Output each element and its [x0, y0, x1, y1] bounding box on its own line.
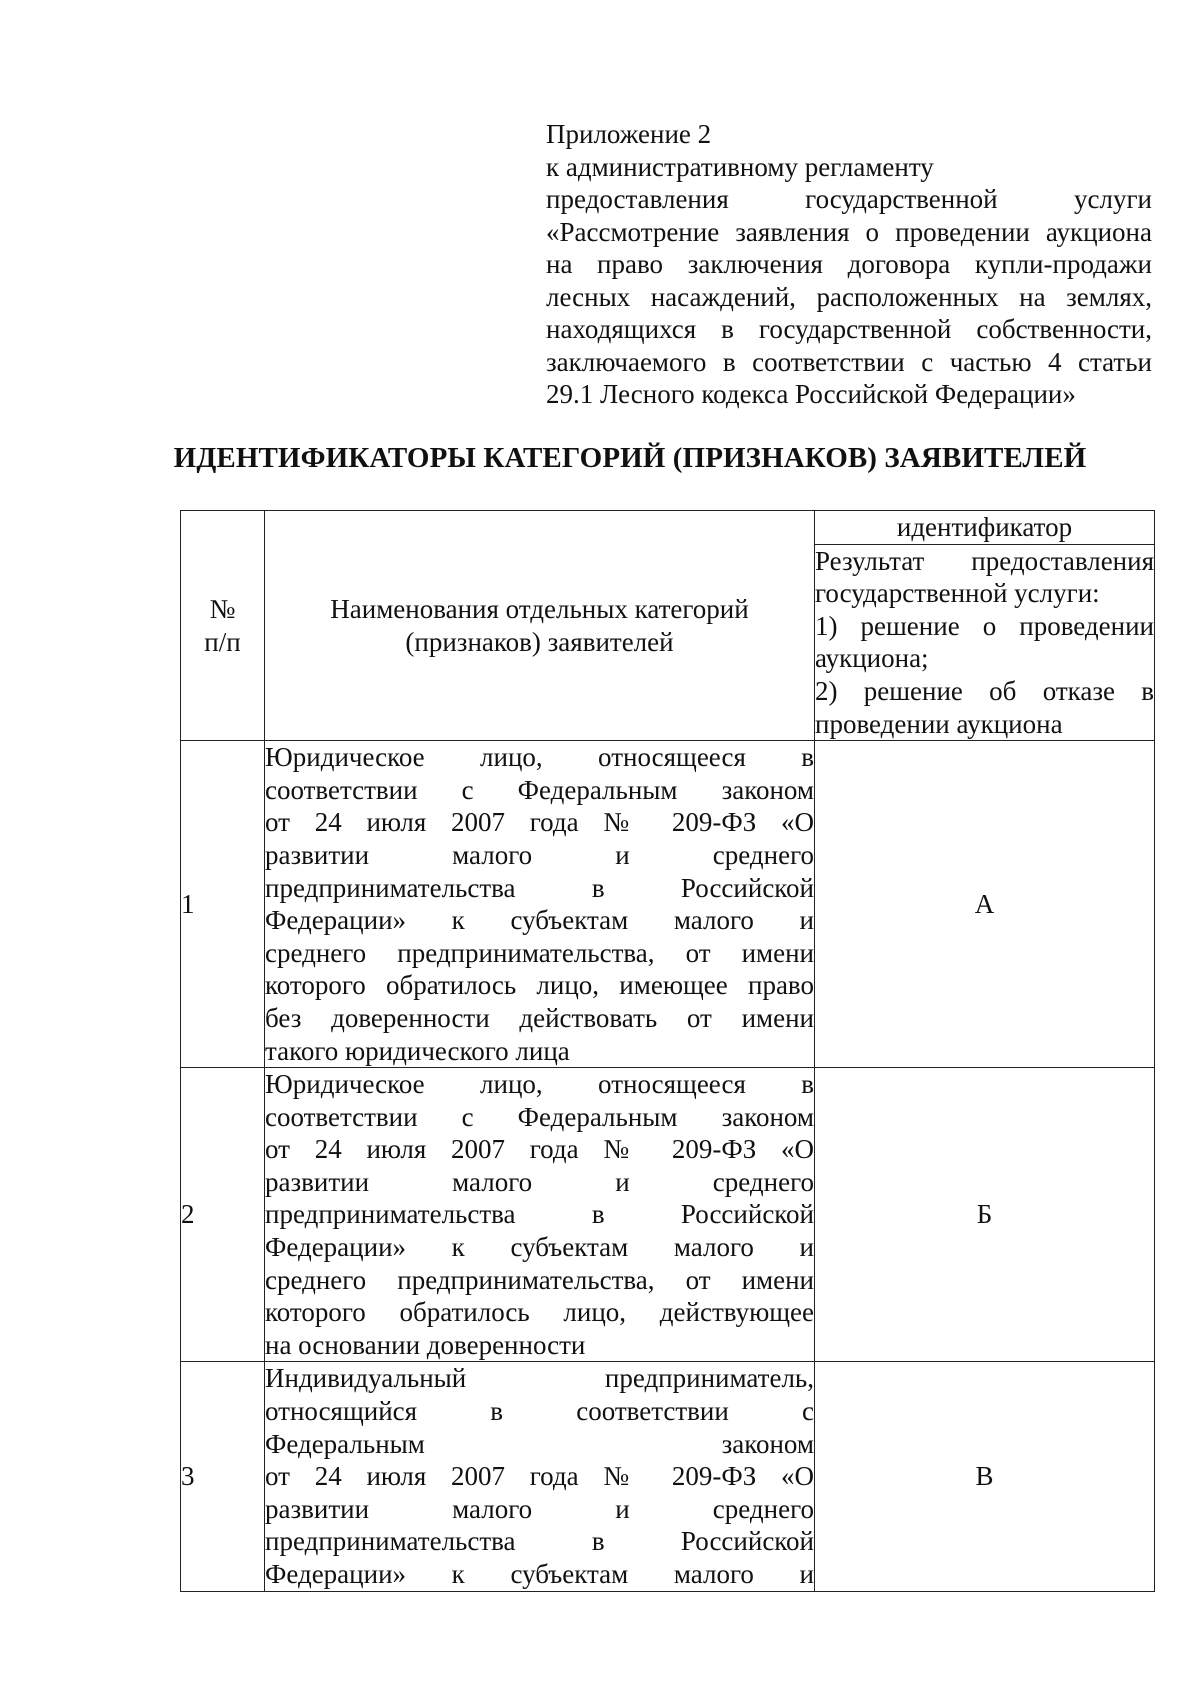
row-name-line: Юридическое лицо, относящееся в — [265, 1069, 814, 1100]
row-number: 3 — [181, 1362, 265, 1591]
row-name-line: предпринимательства в Российской — [265, 872, 814, 903]
row-name-line: от 24 июля 2007 года № 209-ФЗ «О — [265, 1134, 814, 1165]
appendix-line: 29.1 Лесного кодекса Российской Федерации» — [546, 379, 1076, 409]
row-name-line: Федерации» к субъектам малого и — [265, 1232, 814, 1263]
header-name-cell — [265, 511, 815, 741]
appendix-line: «Рассмотрение заявления о проведении аукциона — [546, 216, 1152, 247]
header-id-result-line: Результат предоставления — [815, 545, 1154, 576]
row-name-line: Индивидуальный предприниматель, — [265, 1363, 814, 1394]
row-name-line: соответствии с Федеральным законом — [265, 774, 814, 805]
row-name-line: от 24 июля 2007 года № 209-ФЗ «О — [265, 807, 814, 838]
appendix-header — [546, 118, 1152, 411]
appendix-line: предоставления государственной услуги — [546, 184, 1152, 214]
appendix-line: Приложение 2 — [546, 119, 712, 149]
row-name-line: среднего предпринимательства, от имени — [265, 1264, 814, 1295]
appendix-line: заключаемого в соответствии с частью 4 статьи — [546, 346, 1152, 377]
row-name-line: Юридическое лицо, относящееся в — [265, 742, 814, 773]
header-num-line2: п/п — [204, 626, 241, 657]
appendix-line: к административному регламенту — [546, 151, 934, 182]
row-category-name — [265, 1362, 815, 1591]
row-name-line: соответствии с Федеральным законом — [265, 1101, 814, 1132]
header-num-line1: № — [209, 593, 236, 624]
row-name-line: такого юридического лица — [265, 1035, 570, 1066]
row-name-line: относящийся в соответствии с — [265, 1396, 814, 1427]
row-identifier: А — [815, 741, 1155, 1068]
table-row — [181, 741, 1155, 1068]
row-category-name — [265, 741, 815, 1068]
row-name-line: Федерации» к субъектам малого и — [265, 1559, 814, 1589]
header-num-cell — [181, 511, 265, 741]
header-id-result-line: проведении аукциона — [815, 708, 1063, 739]
row-name-line: которого обратилось лицо, имеющее право — [265, 970, 814, 1001]
header-name-line2: (признаков) заявителей — [405, 626, 674, 657]
appendix-line: на право заключения договора купли-продажи — [546, 249, 1152, 279]
header-id-title: идентификатор — [815, 511, 1155, 545]
header-id-result-line: 2) решение об отказе в — [815, 675, 1154, 706]
row-name-line: предпринимательства в Российской — [265, 1199, 814, 1230]
header-id-result-line: 1) решение о проведении — [815, 610, 1154, 641]
row-name-line: развитии малого и среднего — [265, 1493, 814, 1524]
row-number: 1 — [181, 741, 265, 1068]
row-name-line: от 24 июля 2007 года № 209-ФЗ «О — [265, 1461, 814, 1492]
row-name-line: на основании доверенности — [265, 1329, 586, 1360]
row-category-name — [265, 1068, 815, 1362]
appendix-line: находящихся в государственной собственности, — [546, 314, 1152, 344]
document-title: ИДЕНТИФИКАТОРЫ КАТЕГОРИЙ (ПРИЗНАКОВ) ЗАЯВИТЕЛЕЙ — [173, 442, 1087, 474]
header-name-line1: Наименования отдельных категорий — [330, 593, 749, 624]
table-row — [181, 1068, 1155, 1362]
appendix-line: лесных насаждений, расположенных на землях, — [546, 281, 1152, 312]
header-id-result-line: государственной услуги: — [815, 578, 1100, 609]
table-header-row — [181, 511, 1155, 545]
row-name-line: среднего предпринимательства, от имени — [265, 937, 814, 968]
row-name-line: развитии малого и среднего — [265, 839, 814, 870]
row-name-line: которого обратилось лицо, действующее — [265, 1297, 814, 1328]
row-identifier: В — [815, 1362, 1155, 1591]
row-name-line: развитии малого и среднего — [265, 1166, 814, 1197]
header-id-result-cell — [815, 544, 1155, 741]
row-name-line: Федерации» к субъектам малого и — [265, 905, 814, 936]
row-identifier: Б — [815, 1068, 1155, 1362]
row-name-line: предпринимательства в Российской — [265, 1526, 814, 1557]
row-name-line: без доверенности действовать от имени — [265, 1002, 814, 1033]
categories-table — [180, 510, 1155, 1592]
row-number: 2 — [181, 1068, 265, 1362]
row-name-line: Федеральным законом — [265, 1428, 814, 1459]
header-id-result-line: аукциона; — [815, 643, 929, 674]
table-row — [181, 1362, 1155, 1591]
